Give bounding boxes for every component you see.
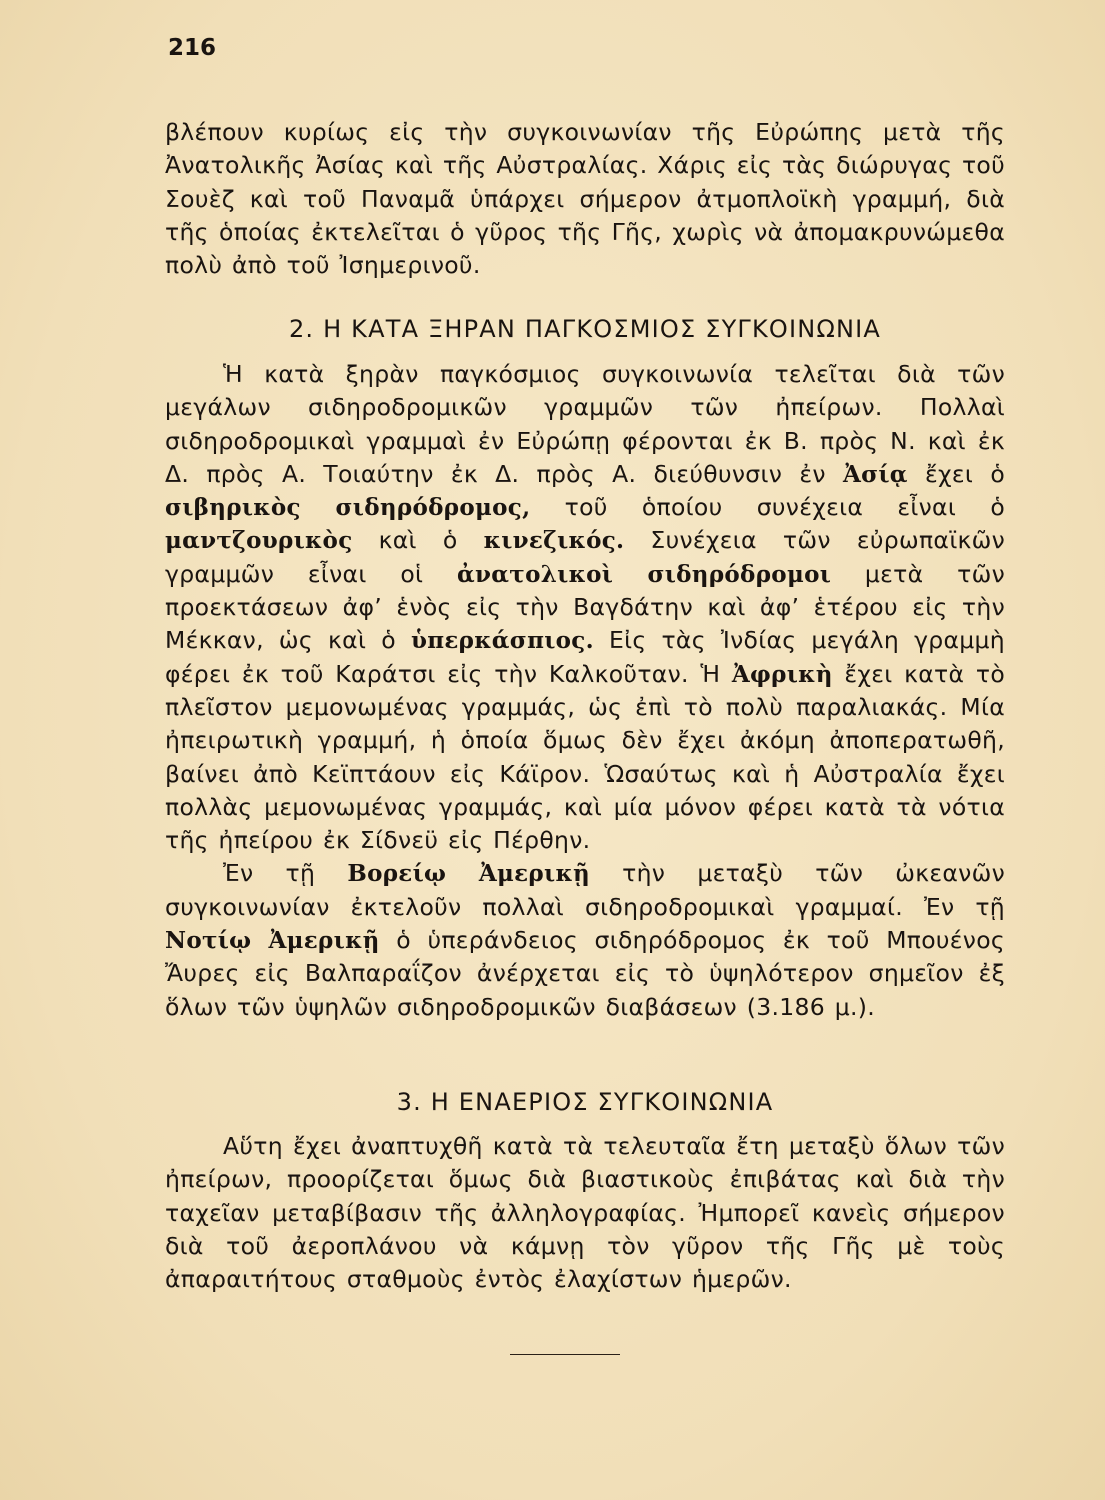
intro-paragraph-block <box>165 116 1005 282</box>
intro-paragraph: βλέπουν κυρίως εἰς τὴν συγκοινωνίαν τῆς Εὐρώπης μετὰ τῆς Ἀνατολικῆς Ἀσίας καὶ τῆς Αὐστραλίας. Χάρις εἰς τὰς διώρυγας τοῦ Σουὲζ καὶ τοῦ Παναμᾶ ὑπάρχει σήμερον ἀτμοπλοϊκὴ γραμμή, διὰ τῆς ὁποίας ἐκτελεῖται ὁ γῦρος τῆς Γῆς, χωρὶς νὰ ἀπομακρυνώμεθα πολὺ ἀπὸ τοῦ Ἰσημερινοῦ. <box>165 118 1005 280</box>
bold-term-transcaspian: ὑπερκάσπιος. <box>411 627 594 655</box>
end-rule <box>510 1354 620 1355</box>
text-run: τοῦ ὁποίου συνέχεια εἶναι ὁ <box>530 493 1005 522</box>
section-3-paragraph-1: Αὕτη ἔχει ἀναπτυχθῆ κατὰ τὰ τελευταῖα ἔτη μεταξὺ ὅλων τῶν ἠπείρων, προορίζεται ὅμως διὰ βιαστικοὺς ἐπιβάτας καὶ διὰ τὴν ταχεῖαν μεταβίβασιν τῆς ἀλληλογραφίας. Ἠμπορεῖ κανεὶς σήμερον διὰ τοῦ ἀεροπλάνου νὰ κάμνῃ τὸν γῦρον τῆς Γῆς μὲ τοὺς ἀπαραιτήτους σταθμοὺς ἐντὸς ἐλαχίστων ἡμερῶν. <box>165 1132 1005 1294</box>
bold-term-africa: Ἀφρικὴ <box>731 660 833 688</box>
bold-term-siberian-railway: σιβηρικὸς σιδηρόδρομος, <box>165 494 531 522</box>
bold-term-manchurian: μαντζουρικὸς <box>165 527 353 555</box>
text-run: Εἰς τὰς Ἰνδίας μεγάλη γραμμὴ φέρει ἐκ τοῦ Καράτσι εἰς τὴν Καλκοῦταν. Ἡ <box>165 626 1005 688</box>
section-2-paragraph-1 <box>165 358 1005 857</box>
bold-term-chinese: κινεζικός. <box>483 527 625 555</box>
bold-term-eastern-railways: ἀνατολικοὶ σιδηρόδρομοι <box>457 560 832 588</box>
bold-term-north-america: Βορείῳ Ἀμερικῇ <box>347 860 591 888</box>
text-run: ἔχει κατὰ τὸ πλεῖστον μεμονωμένας γραμμάς, ὡς ἐπὶ τὸ πολὺ παραλιακάς. Μία ἠπειρωτικὴ γραμμή, ἡ ὁποία ὅμως δὲν ἔχει ἀκόμη ἀποπερατωθῆ, βαίνει ἀπὸ Κεϊπτάουν εἰς Κάϊρον. Ὡσαύτως καὶ ἡ Αὐστραλία ἔχει πολλὰς μεμονωμένας γραμμάς, καὶ μία μόνον φέρει κατὰ τὰ νότια τῆς ἠπείρου ἐκ Σίδνεϋ εἰς Πέρθην. <box>165 659 1005 855</box>
text-run: ἔχει ὁ <box>907 459 1005 488</box>
text-run: καὶ ὁ <box>352 526 484 555</box>
text-run: Συνέχεια τῶν εὐρωπαϊκῶν γραμμῶν εἶναι οἱ <box>165 526 1006 588</box>
bold-term-south-america: Νοτίῳ Ἀμερικῇ <box>165 927 380 955</box>
section-3-heading: 3. Η ΕΝΑΕΡΙΟΣ ΣΥΓΚΟΙΝΩΝΙΑ <box>396 1088 774 1116</box>
text-run: μετὰ τῶν προεκτάσεων ἀφ’ ἑνὸς εἰς τὴν Βαγδάτην καὶ ἀφ’ ἑτέρου εἰς τὴν Μέκκαν, ὡς καὶ ὁ <box>165 559 1006 655</box>
page-number: 216 <box>168 35 217 61</box>
text-run: τὴν μεταξὺ τῶν ὠκεανῶν συγκοινωνίαν ἐκτελοῦν πολλαὶ σιδηροδρομικαὶ γραμμαί. Ἐν τῇ <box>165 859 1005 921</box>
section-2-body <box>165 358 1005 1024</box>
text-run: ὁ ὑπεράνδειος σιδηρόδρομος ἐκ τοῦ Μπουένος Ἄυρες εἰς Βαλπαραΐζον ἀνέρχεται εἰς τὸ ὑψηλότερον σημεῖον ἐξ ὅλων τῶν ὑψηλῶν σιδηροδρομικῶν διαβάσεων (3.186 μ.). <box>165 926 1005 1021</box>
section-3-body <box>165 1130 1005 1296</box>
text-run: Ἐν τῇ <box>223 859 348 888</box>
text-run: Ἡ κατὰ ξηρὰν παγκόσμιος συγκοινωνία τελεῖται διὰ τῶν μεγάλων σιδηροδρομικῶν γραμμῶν τῶν ἠπείρων. Πολλαὶ σιδηροδρομικαὶ γραμμαὶ ἐν Εὐρώπῃ φέρονται ἐκ Β. πρὸς Ν. καὶ ἐκ Δ. πρὸς Α. Τοιαύτην ἐκ Δ. πρὸς Α. διεύθυνσιν ἐν <box>165 360 1005 488</box>
section-2-paragraph-2 <box>165 857 1005 1023</box>
section-2-heading: 2. Η ΚΑΤΑ ΞΗΡΑΝ ΠΑΓΚΟΣΜΙΟΣ ΣΥΓΚΟΙΝΩΝΙΑ <box>288 315 882 343</box>
bold-term-asia: Ἀσίᾳ <box>842 460 908 488</box>
